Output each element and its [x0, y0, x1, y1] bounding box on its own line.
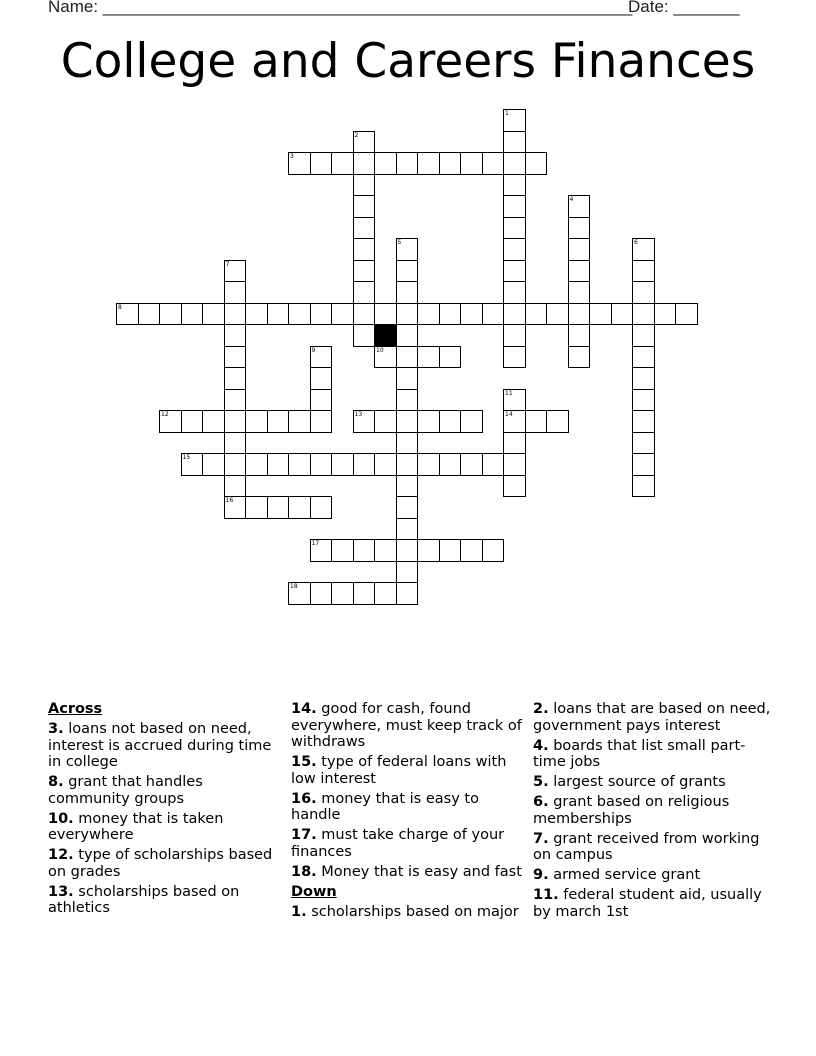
grid-cell[interactable] [353, 217, 376, 240]
clue-text: Money that is easy and fast [316, 863, 522, 880]
clue-text: largest source of grants [548, 774, 726, 790]
grid-cell[interactable] [374, 346, 397, 369]
grid-cell[interactable] [417, 346, 440, 369]
grid-cell[interactable] [267, 496, 290, 519]
grid-cell[interactable] [460, 303, 483, 326]
name-field[interactable]: Name: ________________________________________________________ [48, 0, 633, 16]
grid-cell[interactable] [396, 453, 419, 476]
grid-cell[interactable] [310, 496, 333, 519]
clue-text: grant based on religious memberships [533, 794, 730, 827]
grid-cell[interactable] [331, 453, 354, 476]
grid-cell[interactable] [202, 410, 225, 433]
grid-cell[interactable] [353, 281, 376, 304]
grid-cell[interactable] [396, 410, 419, 433]
grid-cell[interactable] [503, 303, 526, 326]
grid-cell[interactable] [353, 152, 376, 175]
grid-cell[interactable] [675, 303, 698, 326]
clue-down-9 [533, 867, 771, 884]
grid-cell[interactable] [224, 453, 247, 476]
grid-cell[interactable] [267, 303, 290, 326]
grid-cell[interactable] [374, 410, 397, 433]
grid-cell[interactable] [396, 561, 419, 584]
grid-cell[interactable] [267, 410, 290, 433]
clue-down-11 [533, 887, 771, 920]
grid-cell[interactable] [353, 131, 376, 154]
clue-across-13 [48, 884, 286, 917]
grid-cell[interactable] [439, 410, 462, 433]
grid-cell[interactable] [353, 195, 376, 218]
grid-cell[interactable] [503, 131, 526, 154]
grid-cell[interactable] [310, 367, 333, 390]
clue-column-1 [48, 701, 286, 920]
grid-cell[interactable] [310, 582, 333, 605]
grid-cell[interactable] [353, 539, 376, 562]
grid-cell[interactable] [482, 539, 505, 562]
cell-number: 14 [505, 411, 513, 418]
grid-cell[interactable] [353, 238, 376, 261]
grid-cell[interactable] [353, 324, 376, 347]
cell-number: 15 [182, 454, 191, 461]
clue-number: 2. [533, 701, 549, 717]
grid-cell[interactable] [245, 303, 268, 326]
grid-cell[interactable] [310, 346, 333, 369]
clue-down-7 [533, 831, 771, 864]
clue-down-2 [533, 701, 771, 734]
clue-number: 8. [48, 774, 64, 790]
grid-cell[interactable] [353, 174, 376, 197]
grid-cell[interactable] [310, 303, 333, 326]
grid-cell[interactable] [589, 303, 612, 326]
grid-cell[interactable] [460, 152, 483, 175]
across-heading: Across [48, 701, 103, 717]
grid-cell[interactable] [568, 346, 591, 369]
grid-cell[interactable] [353, 303, 376, 326]
grid-cell[interactable] [159, 303, 182, 326]
grid-cell[interactable] [224, 389, 247, 412]
grid-cell[interactable] [374, 303, 397, 326]
grid-cell[interactable] [245, 410, 268, 433]
clue-down-4 [533, 738, 771, 771]
grid-cell[interactable] [181, 303, 204, 326]
grid-cell[interactable] [568, 195, 591, 218]
clue-number: 15. [291, 754, 317, 770]
grid-cell[interactable] [546, 410, 569, 433]
grid-cell[interactable] [396, 582, 419, 605]
grid-cell[interactable] [568, 238, 591, 261]
clue-text: grant that handles community groups [48, 774, 203, 807]
grid-cell[interactable] [353, 260, 376, 283]
clue-column-2 [291, 701, 529, 924]
grid-cell[interactable] [396, 496, 419, 519]
grid-cell[interactable] [632, 303, 655, 326]
page-title: College and Careers Finances [60, 34, 756, 89]
grid-cell[interactable] [374, 582, 397, 605]
grid-cell[interactable] [632, 475, 655, 498]
grid-cell[interactable] [374, 539, 397, 562]
clue-across-10 [48, 811, 286, 844]
clue-number: 10. [48, 810, 74, 827]
grid-cell[interactable] [503, 152, 526, 175]
grid-cell[interactable] [503, 475, 526, 498]
clue-across-17 [291, 827, 529, 860]
grid-cell[interactable] [503, 410, 526, 433]
clue-number: 1. [291, 903, 307, 920]
grid-cell[interactable] [331, 582, 354, 605]
grid-cell[interactable] [632, 324, 655, 347]
clue-text: scholarships based on major [306, 903, 519, 920]
clue-across-16 [291, 791, 529, 824]
grid-cell[interactable] [632, 432, 655, 455]
cell-number: 16 [225, 497, 234, 504]
clue-down-6 [533, 794, 771, 827]
grid-cell[interactable] [632, 346, 655, 369]
clue-text: must take charge of your finances [291, 827, 505, 860]
grid-cell[interactable] [525, 152, 548, 175]
grid-cell[interactable] [396, 238, 419, 261]
grid-cell[interactable] [374, 453, 397, 476]
grid-cell[interactable] [460, 539, 483, 562]
cell-number: 5 [397, 239, 402, 246]
down-heading: Down [291, 883, 337, 900]
grid-cell[interactable] [503, 389, 526, 412]
clue-down-1 [291, 904, 529, 921]
grid-cell[interactable] [224, 324, 247, 347]
grid-cell[interactable] [396, 389, 419, 412]
grid-cell[interactable] [138, 303, 161, 326]
grid-cell[interactable] [224, 260, 247, 283]
grid-cell[interactable] [417, 410, 440, 433]
grid-cell[interactable] [116, 303, 139, 326]
grid-cell[interactable] [288, 496, 311, 519]
clue-number: 3. [48, 721, 64, 737]
grid-cell[interactable] [568, 217, 591, 240]
grid-cell[interactable] [202, 303, 225, 326]
grid-cell[interactable] [396, 324, 419, 347]
grid-cell[interactable] [181, 453, 204, 476]
grid-cell[interactable] [568, 281, 591, 304]
cell-number: 18 [290, 583, 298, 590]
grid-cell[interactable] [546, 303, 569, 326]
cell-number: 3 [290, 153, 294, 160]
clue-across-15 [291, 754, 529, 787]
clue-text: money that is easy to handle [291, 790, 479, 823]
grid-cell[interactable] [611, 303, 634, 326]
grid-cell[interactable] [632, 367, 655, 390]
date-field[interactable]: Date: _______ [628, 0, 740, 16]
grid-cell[interactable] [331, 539, 354, 562]
clue-number: 6. [533, 794, 549, 810]
clue-text: grant received from working on campus [533, 830, 760, 863]
grid-cell[interactable] [396, 152, 419, 175]
cell-number: 12 [161, 411, 169, 418]
grid-cell[interactable] [503, 281, 526, 304]
grid-cell[interactable] [632, 410, 655, 433]
grid-cell[interactable] [503, 174, 526, 197]
clue-text: armed service grant [548, 867, 701, 883]
grid-cell[interactable] [568, 260, 591, 283]
cell-number: 17 [311, 540, 320, 547]
grid-cell[interactable] [632, 389, 655, 412]
grid-cell[interactable] [331, 152, 354, 175]
cell-number: 11 [505, 389, 513, 397]
grid-cell[interactable] [224, 496, 247, 519]
grid-cell[interactable] [417, 303, 440, 326]
clue-across-18 [291, 864, 529, 881]
grid-cell[interactable] [159, 410, 182, 433]
grid-cell[interactable] [224, 475, 247, 498]
clue-text: boards that list small part-time jobs [533, 737, 746, 770]
grid-cell[interactable] [396, 303, 419, 326]
grid-cell[interactable] [568, 324, 591, 347]
clue-number: 13. [48, 883, 74, 900]
grid-cell[interactable] [310, 453, 333, 476]
grid-cell[interactable] [288, 152, 311, 175]
clue-number: 11. [533, 887, 559, 903]
grid-cell[interactable] [460, 410, 483, 433]
grid-cell[interactable] [632, 453, 655, 476]
grid-cell[interactable] [396, 260, 419, 283]
cell-number: 7 [225, 260, 230, 268]
grid-cell[interactable] [482, 152, 505, 175]
clue-text: loans that are based on need, government pays interest [533, 701, 771, 734]
clue-text: loans not based on need, interest is accrued during time in college [48, 721, 272, 770]
clue-number: 4. [533, 737, 549, 754]
grid-cell[interactable] [224, 432, 247, 455]
grid-cell[interactable] [503, 432, 526, 455]
clue-number: 12. [48, 847, 74, 863]
clue-across-3 [48, 721, 286, 771]
grid-cell[interactable] [396, 346, 419, 369]
clue-number: 17. [291, 827, 317, 843]
grid-cell[interactable] [439, 346, 462, 369]
cell-number: 13 [354, 411, 363, 418]
cell-number: 4 [569, 196, 574, 203]
grid-cell[interactable] [632, 260, 655, 283]
grid-cell[interactable] [417, 539, 440, 562]
grid-cell[interactable] [224, 367, 247, 390]
cell-number: 9 [311, 346, 316, 354]
clue-text: money that is taken everywhere [48, 810, 224, 843]
clue-across-12 [48, 847, 286, 880]
cell-number: 8 [118, 303, 122, 311]
clue-across-8 [48, 774, 286, 807]
grid-cell[interactable] [224, 303, 247, 326]
grid-cell[interactable] [310, 152, 333, 175]
clue-number: 16. [291, 790, 317, 807]
grid-cell[interactable] [288, 410, 311, 433]
grid-cell[interactable] [396, 367, 419, 390]
clue-number: 14. [291, 701, 317, 717]
grid-cell[interactable] [525, 410, 548, 433]
grid-cell[interactable] [503, 217, 526, 240]
grid-cell[interactable] [568, 303, 591, 326]
grid-cell[interactable] [503, 238, 526, 261]
grid-cell[interactable] [288, 303, 311, 326]
grid-cell[interactable] [310, 539, 333, 562]
grid-cell[interactable] [503, 195, 526, 218]
grid-cell[interactable] [482, 453, 505, 476]
grid-cell[interactable] [503, 346, 526, 369]
clue-text: federal student aid, usually by march 1st [533, 887, 762, 920]
clue-number: 18. [291, 863, 317, 880]
grid-cell[interactable] [396, 539, 419, 562]
grid-black-cell [374, 324, 397, 347]
grid-cell[interactable] [202, 453, 225, 476]
grid-cell[interactable] [439, 453, 462, 476]
grid-cell[interactable] [460, 453, 483, 476]
clue-number: 9. [533, 867, 549, 883]
grid-cell[interactable] [632, 281, 655, 304]
clue-number: 7. [533, 830, 549, 847]
grid-cell[interactable] [525, 303, 548, 326]
grid-cell[interactable] [396, 475, 419, 498]
grid-cell[interactable] [245, 496, 268, 519]
grid-cell[interactable] [417, 453, 440, 476]
grid-cell[interactable] [439, 539, 462, 562]
grid-cell[interactable] [267, 453, 290, 476]
clue-column-3 [533, 701, 771, 924]
grid-cell[interactable] [417, 152, 440, 175]
cell-number: 2 [354, 131, 359, 139]
clue-down-5 [533, 774, 771, 791]
grid-cell[interactable] [353, 582, 376, 605]
clue-text: type of federal loans with low interest [291, 754, 507, 787]
grid-cell[interactable] [503, 324, 526, 347]
clue-number: 5. [533, 774, 549, 790]
grid-cell[interactable] [353, 453, 376, 476]
grid-cell[interactable] [396, 432, 419, 455]
grid-cell[interactable] [503, 453, 526, 476]
grid-cell[interactable] [310, 410, 333, 433]
cell-number: 1 [505, 110, 509, 117]
grid-cell[interactable] [396, 281, 419, 304]
grid-cell[interactable] [224, 410, 247, 433]
grid-cell[interactable] [224, 281, 247, 304]
cell-number: 10 [376, 346, 384, 354]
clue-text: type of scholarships based on grades [48, 847, 273, 880]
grid-cell[interactable] [654, 303, 677, 326]
grid-cell[interactable] [181, 410, 204, 433]
cell-number: 6 [634, 239, 638, 246]
grid-cell[interactable] [482, 303, 505, 326]
grid-cell[interactable] [632, 238, 655, 261]
grid-cell[interactable] [310, 389, 333, 412]
grid-cell[interactable] [331, 303, 354, 326]
grid-cell[interactable] [288, 453, 311, 476]
clue-across-14 [291, 701, 529, 751]
grid-cell[interactable] [288, 582, 311, 605]
grid-cell[interactable] [224, 346, 247, 369]
clue-text: good for cash, found everywhere, must keep track of withdraws [291, 701, 522, 750]
clue-text: scholarships based on athletics [48, 883, 240, 916]
grid-cell[interactable] [245, 453, 268, 476]
grid-cell[interactable] [353, 410, 376, 433]
grid-cell[interactable] [503, 260, 526, 283]
grid-cell[interactable] [439, 152, 462, 175]
grid-cell[interactable] [439, 303, 462, 326]
grid-cell[interactable] [396, 518, 419, 541]
grid-cell[interactable] [374, 152, 397, 175]
grid-cell[interactable] [503, 109, 526, 132]
